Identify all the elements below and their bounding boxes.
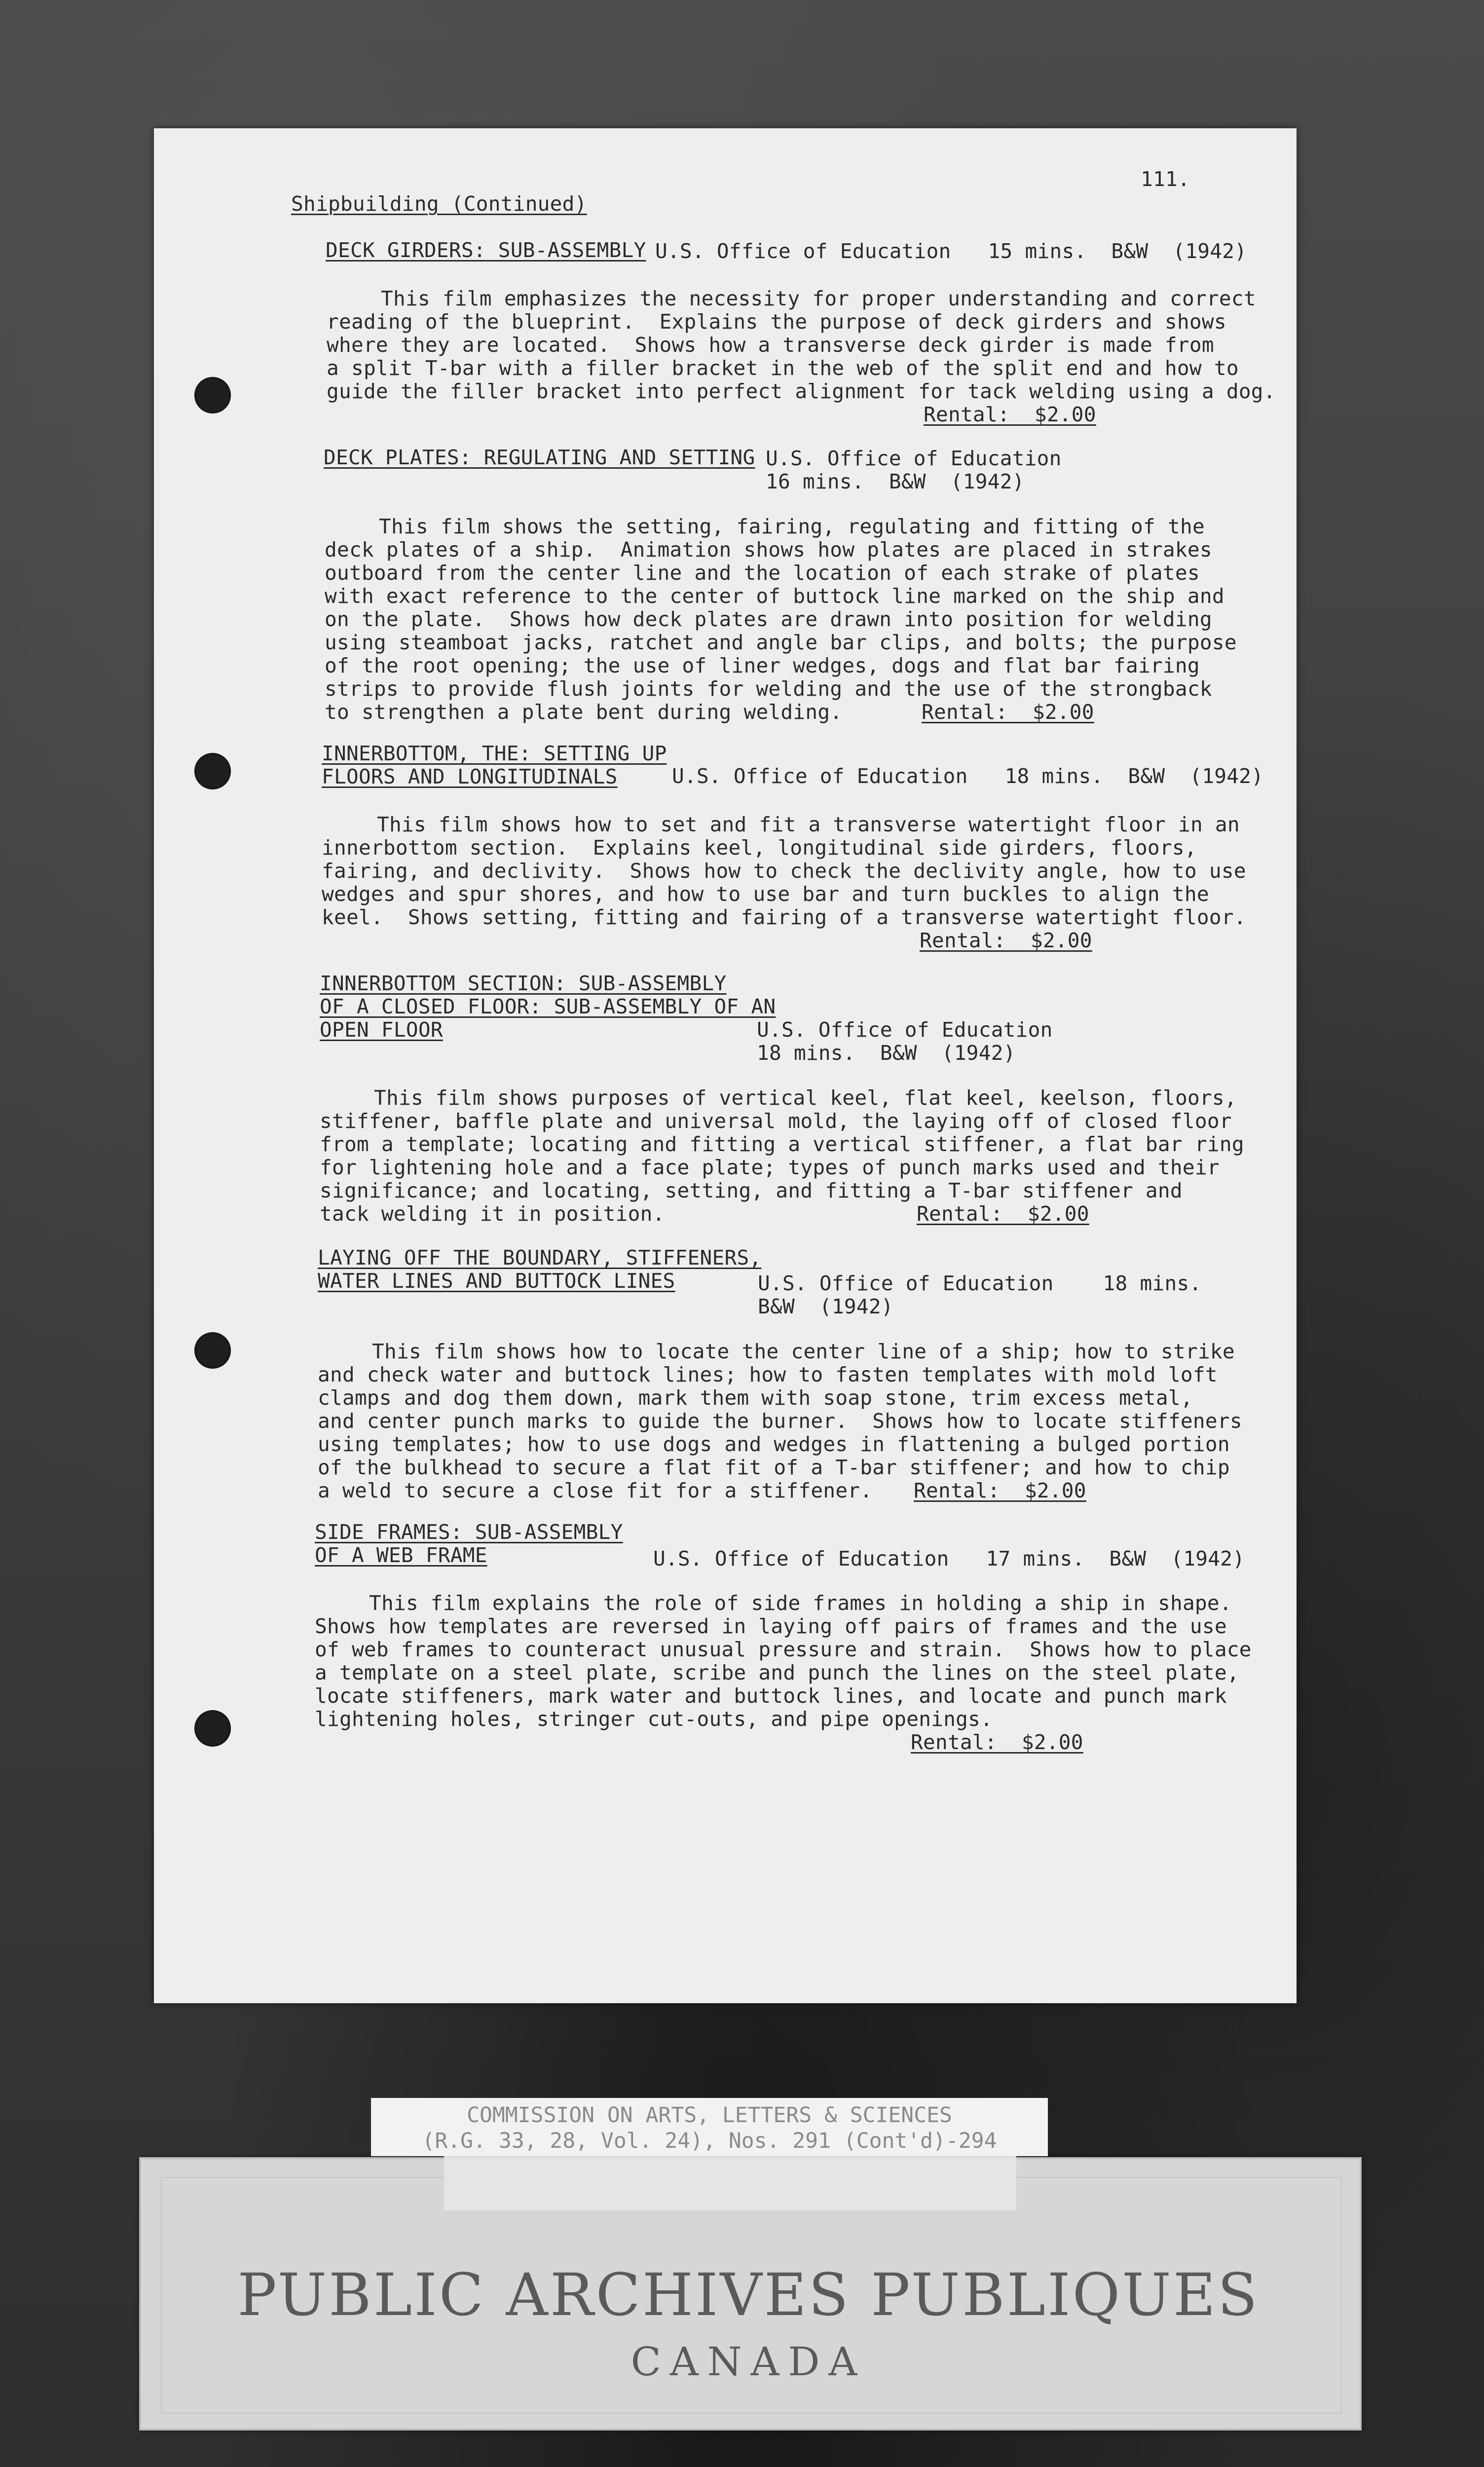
entry-meta: U.S. Office of Education 15 mins. B&W (1942) <box>655 239 1247 263</box>
rental-price: Rental: $2.00 <box>914 1479 1086 1502</box>
archive-reference-label <box>371 2098 1048 2156</box>
punch-hole <box>194 1710 231 1747</box>
punch-hole <box>194 1332 231 1369</box>
entry-body-line: using steamboat jacks, ratchet and angle bar clips, and bolts; the purpose <box>325 631 1237 654</box>
document-page <box>154 128 1297 2003</box>
entry-body-line: with exact reference to the center of buttock line marked on the ship and <box>325 584 1224 608</box>
entry-title: OF A CLOSED FLOOR: SUB-ASSEMBLY OF AN <box>320 995 776 1018</box>
page-number: 111. <box>1141 167 1190 191</box>
rental-price: Rental: $2.00 <box>920 929 1092 952</box>
entry-title: DECK PLATES: REGULATING AND SETTING <box>324 446 755 469</box>
entry-title: DECK GIRDERS: SUB-ASSEMBLY <box>326 238 646 262</box>
entry-title: WATER LINES AND BUTTOCK LINES <box>318 1269 675 1293</box>
punch-hole <box>194 753 231 789</box>
entry-body-line: reading of the blueprint. Explains the purpose of deck girders and shows <box>327 310 1226 334</box>
entry-meta: U.S. Office of Education 18 mins. <box>758 1271 1202 1295</box>
entry-body-line: fairing, and declivity. Shows how to check the declivity angle, how to use <box>322 859 1246 883</box>
entry-title: FLOORS AND LONGITUDINALS <box>322 765 618 788</box>
entry-meta: U.S. Office of Education 17 mins. B&W (1942) <box>653 1547 1245 1570</box>
entry-body-line: significance; and locating, setting, and fitting a T-bar stiffener and <box>320 1179 1183 1202</box>
entry-body-line: Shows how templates are reversed in laying off pairs of frames and the use <box>315 1614 1227 1638</box>
rental-price: Rental: $2.00 <box>922 700 1094 724</box>
entry-body-line: This film explains the role of side frames in holding a ship in shape. <box>369 1591 1232 1615</box>
entry-title: LAYING OFF THE BOUNDARY, STIFFENERS, <box>318 1246 762 1270</box>
entry-title: INNERBOTTOM, THE: SETTING UP <box>322 742 667 765</box>
rental-price: Rental: $2.00 <box>911 1730 1083 1754</box>
entry-meta: 16 mins. B&W (1942) <box>766 470 1025 493</box>
archive-reference-line: (R.G. 33, 28, Vol. 24), Nos. 291 (Cont'd)-294 <box>422 2129 997 2153</box>
entry-body-line: keel. Shows setting, fitting and fairing of a transverse watertight floor. <box>322 905 1246 929</box>
archive-plate-country: CANADA <box>631 2339 866 2385</box>
entry-body-line: deck plates of a ship. Animation shows how plates are placed in strakes <box>325 538 1212 561</box>
entry-body-line: clamps and dog them down, mark them with soap stone, trim excess metal, <box>318 1386 1193 1410</box>
entry-body-line: guide the filler bracket into perfect alignment for tack welding using a dog. <box>327 379 1276 403</box>
entry-body-line: of the bulkhead to secure a flat fit of a T-bar stiffener; and how to chip <box>318 1456 1230 1479</box>
entry-body-line: lightening holes, stringer cut-outs, and pipe openings. <box>315 1707 993 1731</box>
entry-title: SIDE FRAMES: SUB-ASSEMBLY <box>315 1520 623 1544</box>
punch-hole <box>194 377 231 413</box>
entry-body-line: wedges and spur shores, and how to use bar and turn buckles to align the <box>322 882 1209 906</box>
entry-body-line: of the root opening; the use of liner wedges, dogs and flat bar fairing <box>325 654 1200 677</box>
entry-meta: U.S. Office of Education <box>766 447 1062 470</box>
entry-body-line: a weld to secure a close fit for a stiffener. <box>318 1479 873 1502</box>
entry-body-line: on the plate. Shows how deck plates are drawn into position for welding <box>325 607 1212 631</box>
entry-body-line: where they are located. Shows how a transverse deck girder is made from <box>327 333 1214 357</box>
entry-meta: B&W (1942) <box>758 1295 893 1318</box>
section-header: Shipbuilding (Continued) <box>291 192 587 216</box>
entry-title: INNERBOTTOM SECTION: SUB-ASSEMBLY <box>320 972 727 995</box>
entry-body-line: This film emphasizes the necessity for proper understanding and correct <box>381 287 1256 310</box>
entry-meta: 18 mins. B&W (1942) <box>757 1041 1016 1065</box>
entry-body-line: a split T-bar with a filler bracket in the web of the split end and how to <box>327 356 1239 380</box>
entry-body-line: This film shows purposes of vertical keel, flat keel, keelson, floors, <box>374 1086 1237 1110</box>
entry-body-line: and center punch marks to guide the burner. Shows how to locate stiffeners <box>318 1409 1242 1433</box>
entry-body-line: locate stiffeners, mark water and buttock lines, and locate and punch mark <box>315 1684 1227 1708</box>
archive-plate-title: PUBLIC ARCHIVES PUBLIQUES <box>237 2261 1260 2329</box>
entry-meta: U.S. Office of Education 18 mins. B&W (1942) <box>672 764 1264 788</box>
entry-body-line: innerbottom section. Explains keel, longitudinal side girders, floors, <box>322 836 1197 860</box>
entry-body-line: of web frames to counteract unusual pressure and strain. Shows how to place <box>315 1638 1252 1661</box>
entry-body-line: This film shows how to locate the center line of a ship; how to strike <box>372 1340 1235 1363</box>
entry-body-line: from a template; locating and fitting a vertical stiffener, a flat bar ring <box>320 1132 1244 1156</box>
entry-body-line: using templates; how to use dogs and wedges in flattening a bulged portion <box>318 1432 1230 1456</box>
entry-body-line: a template on a steel plate, scribe and punch the lines on the steel plate, <box>315 1661 1239 1684</box>
entry-title: OPEN FLOOR <box>320 1018 443 1042</box>
entry-body-line: stiffener, baffle plate and universal mold, the laying off of closed floor <box>320 1109 1232 1133</box>
rental-price: Rental: $2.00 <box>924 403 1096 426</box>
entry-meta: U.S. Office of Education <box>757 1018 1053 1042</box>
entry-body-line: strips to provide flush joints for welding and the use of the strongback <box>325 677 1212 701</box>
entry-body-line: for lightening hole and a face plate; types of punch marks used and their <box>320 1156 1220 1179</box>
entry-body-line: This film shows how to set and fit a transverse watertight floor in an <box>377 813 1240 836</box>
entry-body-line: outboard from the center line and the location of each strake of plates <box>325 561 1200 585</box>
entry-body-line: and check water and buttock lines; how to fasten templates with mold loft <box>318 1363 1218 1386</box>
entry-body-line: This film shows the setting, fairing, regulating and fitting of the <box>379 515 1205 538</box>
archive-reference-line: COMMISSION ON ARTS, LETTERS & SCIENCES <box>467 2103 952 2128</box>
rental-price: Rental: $2.00 <box>917 1202 1089 1226</box>
entry-body-line: tack welding it in position. <box>320 1202 665 1226</box>
entry-body-line: to strengthen a plate bent during welding. <box>325 700 843 724</box>
entry-title: OF A WEB FRAME <box>315 1543 487 1567</box>
